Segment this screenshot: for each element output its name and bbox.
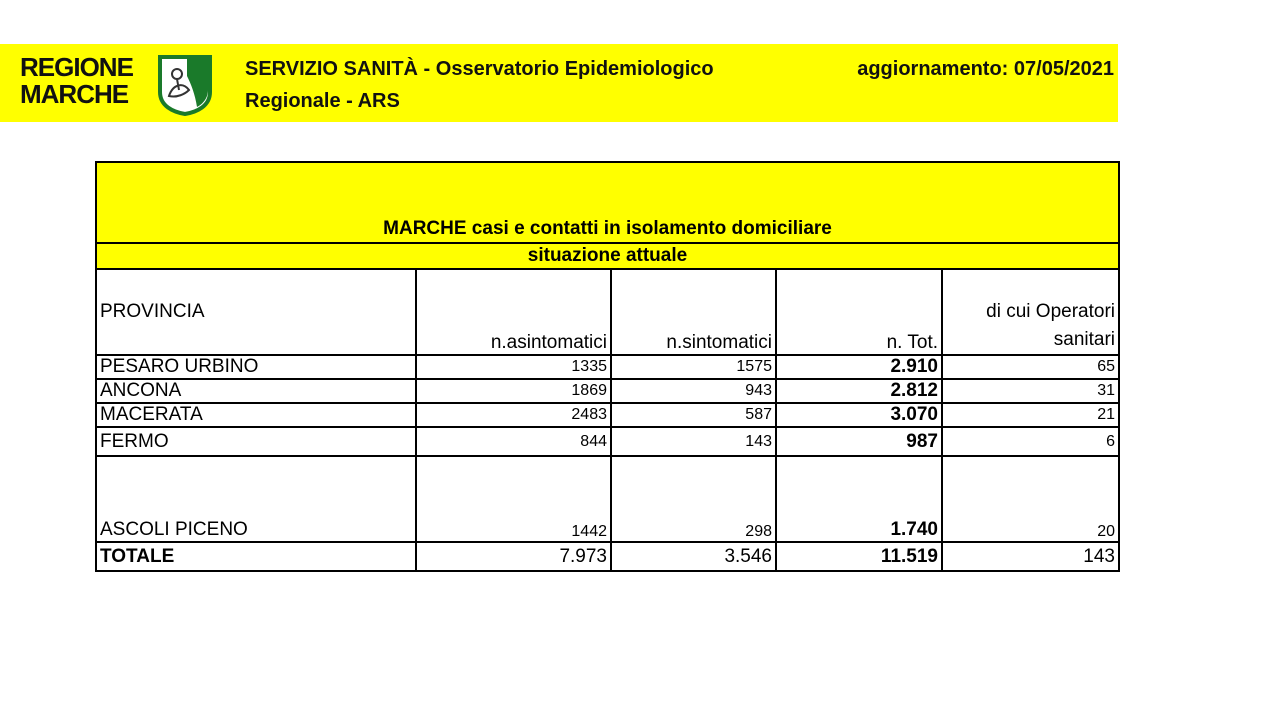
header-title-line1: SERVIZIO SANITÀ - Osservatorio Epidemiologico <box>245 58 714 80</box>
col-header-asintomatici: n.asintomatici <box>416 269 611 355</box>
header-title-line2: Regionale - ARS <box>245 90 400 112</box>
table-row <box>96 403 1119 427</box>
cell-operatori: 21 <box>942 403 1119 427</box>
cell-asintomatici: 2483 <box>416 403 611 427</box>
total-operatori: 143 <box>942 542 1119 571</box>
total-tot: 11.519 <box>776 542 942 571</box>
regione-marche-emblem-icon <box>157 54 213 116</box>
total-sintomatici: 3.546 <box>611 542 776 571</box>
cell-sintomatici: 943 <box>611 379 776 403</box>
cell-sintomatici: 298 <box>611 456 776 542</box>
cell-provincia: PESARO URBINO <box>96 355 416 379</box>
cell-tot: 1.740 <box>776 456 942 542</box>
cell-sintomatici: 143 <box>611 427 776 456</box>
cell-tot: 987 <box>776 427 942 456</box>
col-header-operatori-line2: sanitari <box>1053 329 1115 350</box>
cell-provincia: MACERATA <box>96 403 416 427</box>
table-row <box>96 355 1119 379</box>
cell-tot: 3.070 <box>776 403 942 427</box>
cell-operatori: 20 <box>942 456 1119 542</box>
col-header-tot: n. Tot. <box>776 269 942 355</box>
table-subtitle: situazione attuale <box>96 243 1119 269</box>
cell-asintomatici: 844 <box>416 427 611 456</box>
col-header-operatori-line1: di cui Operatori <box>986 301 1115 322</box>
table-row <box>96 456 1119 542</box>
table-header-row <box>96 269 1119 355</box>
cell-asintomatici: 1335 <box>416 355 611 379</box>
total-label: TOTALE <box>96 542 416 571</box>
cell-sintomatici: 587 <box>611 403 776 427</box>
cell-operatori: 65 <box>942 355 1119 379</box>
logo-line2: MARCHE <box>20 79 129 109</box>
cell-provincia: ASCOLI PICENO <box>96 456 416 542</box>
total-asintomatici: 7.973 <box>416 542 611 571</box>
table-row <box>96 379 1119 403</box>
regione-marche-logo <box>20 54 133 108</box>
table-title: MARCHE casi e contatti in isolamento domiciliare <box>96 162 1119 243</box>
isolation-table <box>95 161 1120 572</box>
logo-line1: REGIONE <box>20 52 133 82</box>
table-row <box>96 427 1119 456</box>
col-header-provincia: PROVINCIA <box>96 269 416 355</box>
cell-provincia: ANCONA <box>96 379 416 403</box>
cell-asintomatici: 1869 <box>416 379 611 403</box>
cell-tot: 2.910 <box>776 355 942 379</box>
cell-provincia: FERMO <box>96 427 416 456</box>
cell-tot: 2.812 <box>776 379 942 403</box>
cell-asintomatici: 1442 <box>416 456 611 542</box>
cell-operatori: 31 <box>942 379 1119 403</box>
cell-operatori: 6 <box>942 427 1119 456</box>
header-title <box>245 53 714 117</box>
table-total-row <box>96 542 1119 571</box>
header-banner <box>0 44 1118 122</box>
update-date: aggiornamento: 07/05/2021 <box>857 58 1114 80</box>
col-header-operatori <box>942 269 1119 355</box>
col-header-sintomatici: n.sintomatici <box>611 269 776 355</box>
cell-sintomatici: 1575 <box>611 355 776 379</box>
